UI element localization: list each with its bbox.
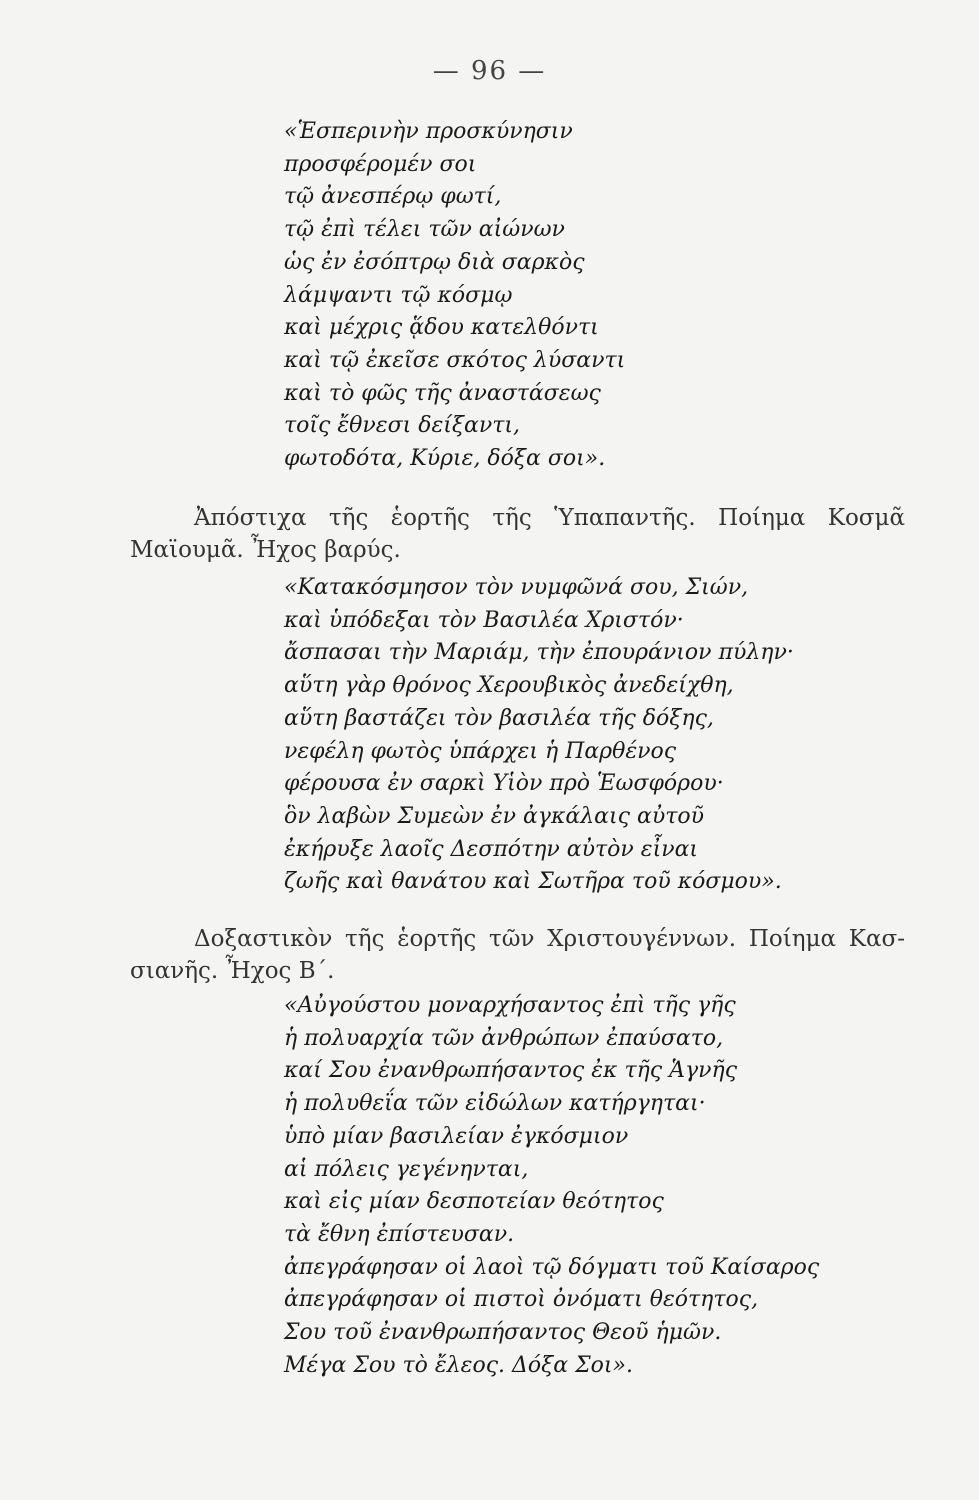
verse-line: τῷ ἐπὶ τέλει τῶν αἰώνων (284, 217, 565, 243)
verse-line: καὶ ὑπόδεξαι τὸν Βασιλέα Χριστόν· (284, 607, 684, 633)
section-heading-ypapanti (130, 502, 905, 566)
verse-line: τῷ ἀνεσπέρῳ φωτί, (284, 184, 502, 210)
heading-line: Δοξαστικὸν τῆς ἑορτῆς τῶν Χριστουγέννων. Ποίημα Κασ- (194, 926, 905, 952)
verse-line: ἡ πολυθεΐα τῶν εἰδώλων κατήργηται· (284, 1091, 706, 1117)
verse-line: αὕτη γὰρ θρόνος Χερουβικὸς ἀνεδείχθη, (284, 673, 734, 699)
verse-line: ὃν λαβὼν Συμεὼν ἐν ἀγκάλαις αὐτοῦ (284, 803, 704, 829)
verse-line: νεφέλη φωτὸς ὑπάρχει ἡ Παρθένος (284, 738, 677, 764)
verse-line: λάμψαντι τῷ κόσμῳ (284, 282, 513, 308)
verse-line: ὑπὸ μίαν βασιλείαν ἐγκόσμιον (284, 1123, 629, 1149)
verse-line: Σου τοῦ ἐνανθρωπήσαντος Θεοῦ ἡμῶν. (284, 1320, 722, 1346)
verse-line: «Αὐγούστου μοναρχήσαντος ἐπὶ τῆς γῆς (284, 993, 736, 1018)
verse-line: «Ἑσπερινὴν προσκύνησιν (284, 119, 573, 144)
verse-line: ἡ πολυαρχία τῶν ἀνθρώπων ἐπαύσατο, (284, 1025, 724, 1051)
hymn-ypapanti-verses (284, 572, 794, 899)
section-heading-christmas (130, 923, 905, 987)
hymn-vespers-verses (284, 116, 625, 476)
verse-line: καὶ εἰς μίαν δεσποτείαν θεότητος (284, 1189, 664, 1215)
heading-line: Ἀπόστιχα τῆς ἑορτῆς τῆς Ὑπαπαντῆς. Ποίημα Κοσμᾶ (194, 505, 905, 531)
verse-line: «Κατακόσμησον τὸν νυμφῶνά σου, Σιών, (284, 575, 749, 600)
verse-line: Μέγα Σου τὸ ἔλεος. Δόξα Σοι». (284, 1352, 633, 1378)
verse-line: καὶ τῷ ἐκεῖσε σκότος λύσαντι (284, 347, 626, 373)
verse-line: φέρουσα ἐν σαρκὶ Υἱὸν πρὸ Ἑωσφόρου· (284, 771, 724, 797)
verse-line: ζωῆς καὶ θανάτου καὶ Σωτῆρα τοῦ κόσμου». (284, 869, 782, 895)
verse-line: ἀπεγράφησαν οἱ λαοὶ τῷ δόγματι τοῦ Καίσαρος (284, 1254, 820, 1280)
hymn-christmas-verses (284, 990, 819, 1382)
verse-line: καὶ μέχρις ᾅδου κατελθόντι (284, 315, 599, 341)
page-number: — 96 — (432, 56, 547, 86)
verse-line: ὡς ἐν ἐσόπτρῳ διὰ σαρκὸς (284, 249, 585, 275)
verse-line: προσφέρομέν σοι (284, 151, 477, 177)
heading-line: σιανῆς. Ἦχος Β΄. (130, 958, 335, 984)
verse-line: ἄσπασαι τὴν Μαριάμ, τὴν ἐπουράνιον πύλην· (284, 640, 794, 666)
verse-line: ἀπεγράφησαν οἱ πιστοὶ ὀνόματι θεότητος, (284, 1287, 759, 1313)
verse-line: φωτοδότα, Κύριε, δόξα σοι». (284, 446, 606, 472)
verse-line: ἐκήρυξε λαοῖς Δεσπότην αὐτὸν εἶναι (284, 836, 699, 862)
verse-line: τοῖς ἔθνεσι δείξαντι, (284, 413, 521, 439)
verse-line: καὶ τὸ φῶς τῆς ἀναστάσεως (284, 380, 601, 406)
verse-line: αἱ πόλεις γεγένηνται, (284, 1156, 529, 1182)
verse-line: τὰ ἔθνη ἐπίστευσαν. (284, 1221, 515, 1247)
verse-line: αὕτη βαστάζει τὸν βασιλέα τῆς δόξης, (284, 705, 714, 731)
verse-line: καί Σου ἐνανθρωπήσαντος ἐκ τῆς Ἁγνῆς (284, 1058, 738, 1084)
heading-line: Μαϊουμᾶ. Ἦχος βαρύς. (130, 537, 401, 563)
